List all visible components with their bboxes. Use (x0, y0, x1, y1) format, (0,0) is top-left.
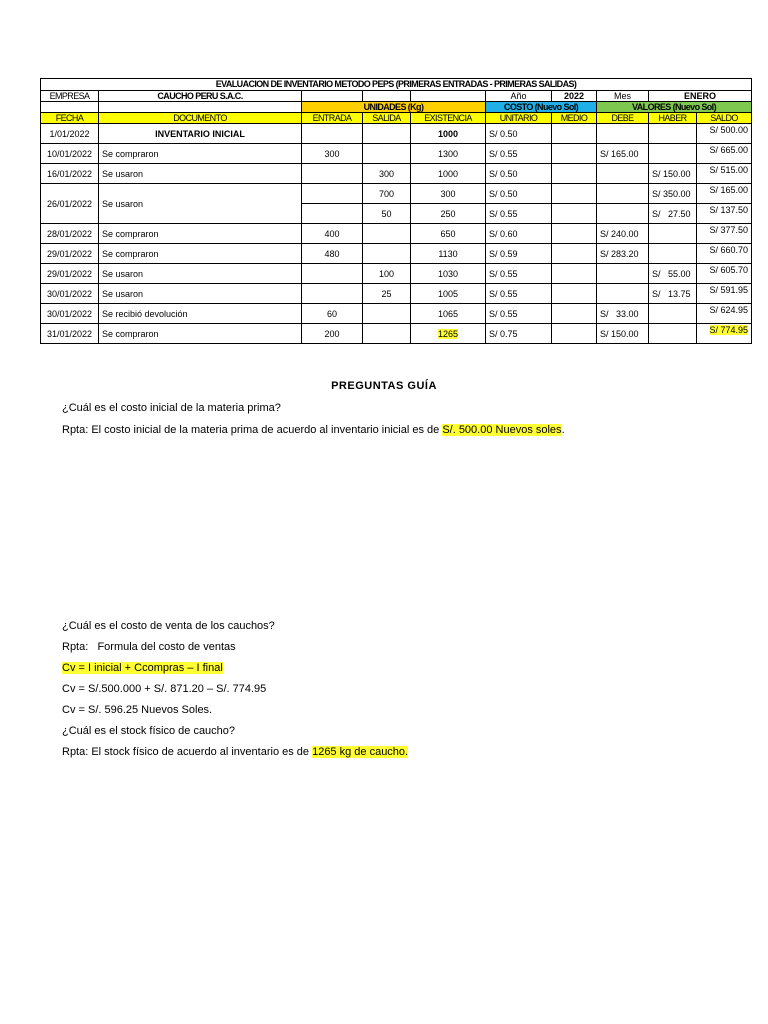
cell-fecha: 10/01/2022 (41, 144, 99, 164)
cell-salida: 50 (363, 204, 411, 224)
answer-1-text: Rpta: El costo inicial de la materia prima de acuerdo al inventario inicial es de (62, 424, 443, 436)
cell-existencia: 1000 (411, 124, 486, 144)
cell-documento: Se usaron (99, 164, 302, 184)
cell-salida (363, 324, 411, 344)
cell-debe (597, 204, 649, 224)
header-saldo: SALDO (697, 113, 752, 124)
header-fecha: FECHA (41, 113, 99, 124)
table-row (41, 304, 752, 324)
question-1: ¿Cuál es el costo inicial de la materia prima? (62, 402, 281, 414)
cell-medio (552, 204, 597, 224)
answer-1-highlight: S/. 500.00 Nuevos soles (442, 424, 562, 436)
cell-unitario: S/ 0.55 (486, 264, 552, 284)
group-unidades: UNIDADES (Kg) (302, 102, 486, 113)
cell-medio (552, 164, 597, 184)
table-row (41, 124, 752, 144)
cell-salida (363, 124, 411, 144)
empresa-label: EMPRESA (41, 91, 99, 102)
answer-1 (62, 424, 565, 436)
question-2: ¿Cuál es el costo de venta de los cauchos? (62, 620, 275, 632)
header-medio: MEDIO (552, 113, 597, 124)
final-stock-highlight: 1265 (437, 328, 459, 339)
cell-existencia-final (411, 324, 486, 344)
cell-medio (552, 144, 597, 164)
cell-documento: Se recibió devolución (99, 304, 302, 324)
cell-fecha: 30/01/2022 (41, 304, 99, 324)
cell-saldo: S/ 377.50 (697, 224, 752, 244)
group-costo: COSTO (Nuevo Sol) (486, 102, 597, 113)
anio-value: 2022 (552, 91, 597, 102)
table-row (41, 284, 752, 304)
cell-documento: Se compraron (99, 324, 302, 344)
cell-documento: Se compraron (99, 244, 302, 264)
cell-saldo: S/ 665.00 (697, 144, 752, 164)
header-documento: DOCUMENTO (99, 113, 302, 124)
cell-haber (649, 244, 697, 264)
header-haber: HABER (649, 113, 697, 124)
questions-title: PREGUNTAS GUÍA (331, 380, 437, 392)
cell-unitario: S/ 0.75 (486, 324, 552, 344)
cell-existencia: 1005 (411, 284, 486, 304)
cell-entrada (302, 184, 363, 204)
table-row (41, 324, 752, 344)
table-row (41, 164, 752, 184)
table-title: EVALUACION DE INVENTARIO METODO PEPS (PRIMERAS ENTRADAS - PRIMERAS SALIDAS) (41, 79, 752, 91)
cell-salida (363, 224, 411, 244)
cell-haber (649, 124, 697, 144)
cell-saldo: S/ 605.70 (697, 264, 752, 284)
answer-3-text: Rpta: El stock físico de acuerdo al inventario es de (62, 746, 313, 758)
cell-unitario: S/ 0.55 (486, 144, 552, 164)
cell-documento: Se usaron (99, 184, 302, 224)
cell-medio (552, 244, 597, 264)
cell-debe: S/ 165.00 (597, 144, 649, 164)
cell-haber (649, 224, 697, 244)
cell-haber: S/ 13.75 (649, 284, 697, 304)
cell-debe (597, 124, 649, 144)
cell-saldo: S/ 137.50 (697, 204, 752, 224)
cell-unitario: S/ 0.50 (486, 184, 552, 204)
header-salida: SALIDA (363, 113, 411, 124)
answer-1-suffix: . (561, 424, 565, 436)
cell-unitario: S/ 0.55 (486, 204, 552, 224)
cell-documento: Se compraron (99, 144, 302, 164)
group-header-row (41, 102, 752, 113)
cell-documento: Se usaron (99, 284, 302, 304)
cell-haber: S/ 150.00 (649, 164, 697, 184)
cell-debe: S/ 150.00 (597, 324, 649, 344)
cell-debe: S/ 33.00 (597, 304, 649, 324)
table-row (41, 264, 752, 284)
cell-fecha: 16/01/2022 (41, 164, 99, 184)
cell-unitario: S/ 0.50 (486, 164, 552, 184)
cell-entrada: 60 (302, 304, 363, 324)
answer-2-intro: Rpta: Formula del costo de ventas (62, 641, 236, 653)
cell-salida (363, 304, 411, 324)
cell-entrada: 300 (302, 144, 363, 164)
cell-saldo: S/ 660.70 (697, 244, 752, 264)
cell-entrada: 480 (302, 244, 363, 264)
table-row (41, 184, 752, 204)
question-3: ¿Cuál es el stock físico de caucho? (62, 725, 236, 737)
cell-unitario: S/ 0.60 (486, 224, 552, 244)
company-row (41, 91, 752, 102)
cell-salida (363, 144, 411, 164)
answer-2-formula (62, 662, 223, 674)
cell-haber: S/ 350.00 (649, 184, 697, 204)
cell-debe (597, 164, 649, 184)
cell-saldo: S/ 165.00 (697, 184, 752, 204)
cell-unitario: S/ 0.55 (486, 304, 552, 324)
cell-salida: 700 (363, 184, 411, 204)
cell-documento: Se compraron (99, 224, 302, 244)
group-valores: VALORES (Nuevo Sol) (597, 102, 752, 113)
header-existencia: EXISTENCIA (411, 113, 486, 124)
cell-medio (552, 124, 597, 144)
cell-entrada: 200 (302, 324, 363, 344)
cell-existencia: 650 (411, 224, 486, 244)
cell-saldo-final (697, 324, 752, 344)
header-debe: DEBE (597, 113, 649, 124)
cell-fecha: 1/01/2022 (41, 124, 99, 144)
inventory-table (40, 78, 752, 344)
cell-entrada (302, 284, 363, 304)
cell-haber (649, 304, 697, 324)
cell-fecha: 29/01/2022 (41, 264, 99, 284)
cell-fecha: 26/01/2022 (41, 184, 99, 224)
cell-medio (552, 304, 597, 324)
cell-entrada (302, 204, 363, 224)
mes-value: ENERO (649, 91, 752, 102)
cell-medio (552, 184, 597, 204)
cell-medio (552, 284, 597, 304)
answer-3 (62, 746, 408, 758)
cell-existencia: 1130 (411, 244, 486, 264)
table-row (41, 144, 752, 164)
cell-salida: 25 (363, 284, 411, 304)
table-row (41, 224, 752, 244)
empresa-value: CAUCHO PERU S.A.C. (99, 91, 302, 102)
cell-existencia: 1065 (411, 304, 486, 324)
cell-fecha: 29/01/2022 (41, 244, 99, 264)
answer-2-result: Cv = S/. 596.25 Nuevos Soles. (62, 704, 213, 716)
cell-entrada (302, 124, 363, 144)
cell-medio (552, 324, 597, 344)
cell-haber (649, 144, 697, 164)
cell-entrada (302, 264, 363, 284)
cell-medio (552, 224, 597, 244)
cell-entrada: 400 (302, 224, 363, 244)
cell-existencia: 250 (411, 204, 486, 224)
cell-documento: INVENTARIO INICIAL (99, 124, 302, 144)
title-row (41, 79, 752, 91)
cell-saldo: S/ 515.00 (697, 164, 752, 184)
header-unitario: UNITARIO (486, 113, 552, 124)
cell-existencia: 1000 (411, 164, 486, 184)
formula-highlight: Cv = I inicial + Ccompras – I final (62, 662, 223, 674)
cell-debe (597, 184, 649, 204)
cell-saldo: S/ 624.95 (697, 304, 752, 324)
answer-2-calculation: Cv = S/.500.000 + S/. 871.20 – S/. 774.95 (62, 683, 267, 695)
cell-existencia: 1030 (411, 264, 486, 284)
cell-debe (597, 284, 649, 304)
cell-documento: Se usaron (99, 264, 302, 284)
cell-debe: S/ 240.00 (597, 224, 649, 244)
cell-saldo: S/ 500.00 (697, 124, 752, 144)
final-saldo-highlight: S/ 774.95 (709, 325, 749, 335)
cell-unitario: S/ 0.50 (486, 124, 552, 144)
cell-saldo: S/ 591.95 (697, 284, 752, 304)
cell-fecha: 30/01/2022 (41, 284, 99, 304)
column-header-row (41, 113, 752, 124)
cell-debe (597, 264, 649, 284)
cell-fecha: 31/01/2022 (41, 324, 99, 344)
cell-unitario: S/ 0.59 (486, 244, 552, 264)
cell-haber: S/ 55.00 (649, 264, 697, 284)
cell-haber: S/ 27.50 (649, 204, 697, 224)
cell-medio (552, 264, 597, 284)
cell-fecha: 28/01/2022 (41, 224, 99, 244)
cell-existencia: 300 (411, 184, 486, 204)
cell-salida (363, 244, 411, 264)
mes-label: Mes (597, 91, 649, 102)
cell-debe: S/ 283.20 (597, 244, 649, 264)
header-entrada: ENTRADA (302, 113, 363, 124)
cell-unitario: S/ 0.55 (486, 284, 552, 304)
cell-existencia: 1300 (411, 144, 486, 164)
cell-salida: 300 (363, 164, 411, 184)
cell-salida: 100 (363, 264, 411, 284)
cell-entrada (302, 164, 363, 184)
anio-label: Año (486, 91, 552, 102)
answer-3-highlight: 1265 kg de caucho. (312, 746, 409, 758)
table-row (41, 244, 752, 264)
cell-haber (649, 324, 697, 344)
